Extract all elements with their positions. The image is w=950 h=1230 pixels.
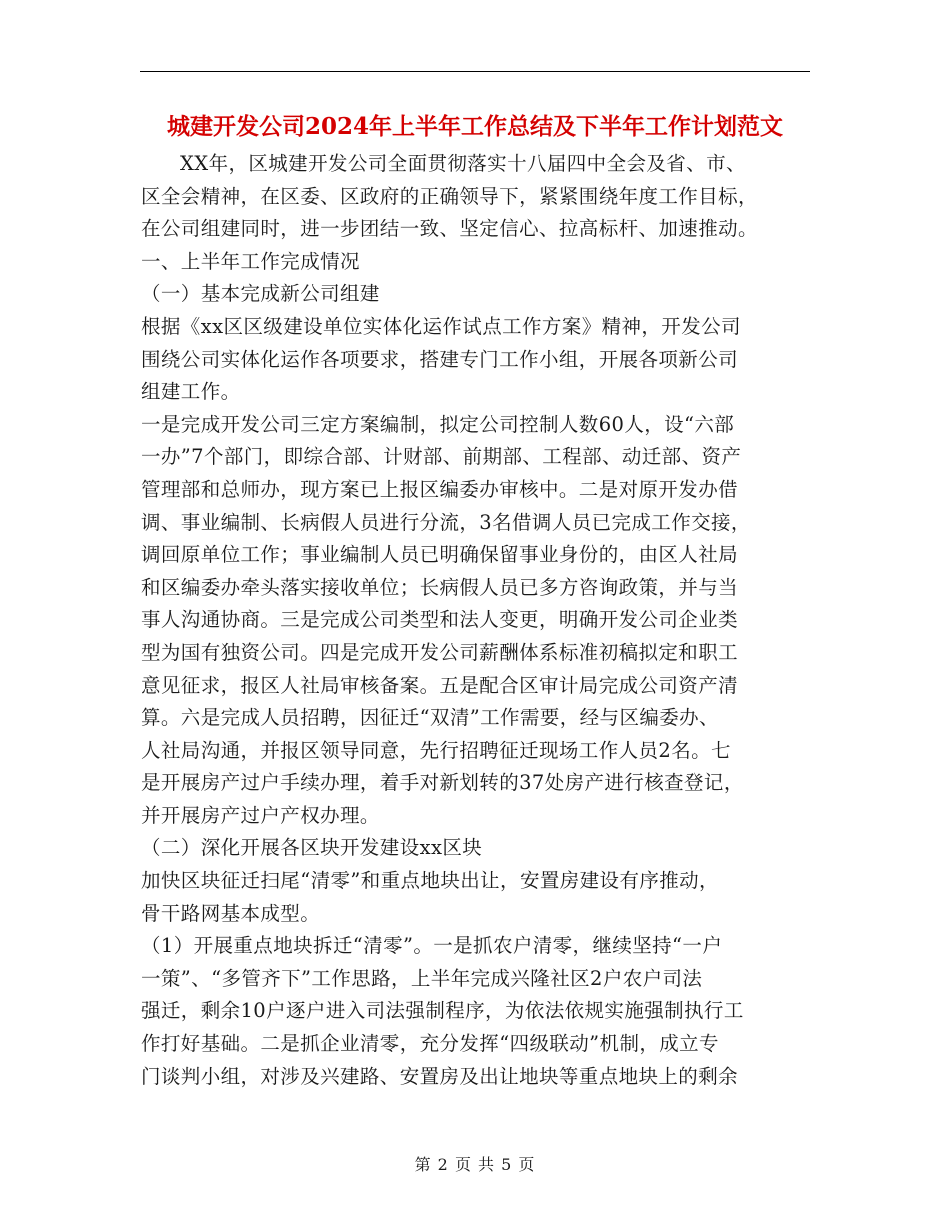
subsection-heading: （一）基本完成新公司组建	[141, 282, 380, 306]
header-rule	[140, 71, 810, 72]
paragraph-line: （1）开展重点地块拆迁“清零”。一是抓农户清零，继续坚持“一户	[141, 934, 723, 958]
paragraph-line: 门谈判小组，对涉及兴建路、安置房及出让地块等重点地块上的剩余	[141, 1064, 739, 1088]
paragraph-line: 围绕公司实体化运作各项要求，搭建专门工作小组，开展各项新公司	[141, 347, 739, 371]
paragraph-line: 加快区块征迁扫尾“清零”和重点地块出让，安置房建设有序推动，	[141, 869, 719, 893]
section-heading: 一、上半年工作完成情况	[141, 249, 360, 273]
paragraph-line: 强迁，剩余10户逐户进入司法强制程序，为依法依规实施强制执行工	[141, 999, 744, 1023]
paragraph-line: 组建工作。	[141, 380, 241, 404]
paragraph-line: 作打好基础。二是抓企业清零，充分发挥“四级联动”机制，成立专	[141, 1032, 719, 1056]
paragraph-line: 人社局沟通，并报区领导同意，先行招聘征迁现场工作人员2名。七	[141, 738, 731, 762]
paragraph-line: 并开展房产过户产权办理。	[141, 803, 380, 827]
paragraph-line: 一办”7个部门，即综合部、计财部、前期部、工程部、动迁部、资产	[141, 445, 742, 469]
paragraph-line: 一是完成开发公司三定方案编制，拟定公司控制人数60人，设“六部	[141, 412, 735, 436]
paragraph-line: 根据《xx区区级建设单位实体化运作试点工作方案》精神，开发公司	[141, 314, 741, 338]
paragraph-line: 一策”、“多管齐下”工作思路，上半年完成兴隆社区2户农户司法	[141, 966, 703, 990]
paragraph-line: 骨干路网基本成型。	[141, 901, 321, 925]
document-body	[141, 148, 811, 1093]
page-number-footer: 第 2 页 共 5 页	[414, 1155, 536, 1174]
paragraph-line: 型为国有独资公司。四是完成开发公司薪酬体系标准初稿拟定和职工	[141, 640, 739, 664]
paragraph-line: 调、事业编制、长病假人员进行分流，3名借调人员已完成工作交接，	[141, 510, 751, 534]
paragraph-line: 在公司组建同时，进一步团结一致、坚定信心、拉高标杆、加速推动。	[141, 217, 758, 241]
paragraph-line: 管理部和总师办，现方案已上报区编委办审核中。二是对原开发办借	[141, 477, 739, 501]
paragraph-line: 是开展房产过户手续办理，着手对新划转的37处房产进行核查登记，	[141, 771, 744, 795]
paragraph-line: 算。六是完成人员招聘，因征迁“双清”工作需要，经与区编委办、	[141, 706, 719, 730]
paragraph-line: 意见征求，报区人社局审核备案。五是配合区审计局完成公司资产清	[141, 673, 739, 697]
paragraph-line: 和区编委办牵头落实接收单位；长病假人员已多方咨询政策，并与当	[141, 575, 739, 599]
paragraph-line: 事人沟通协商。三是完成公司类型和法人变更，明确开发公司企业类	[141, 608, 739, 632]
paragraph-line: XX年，区城建开发公司全面贯彻落实十八届四中全会及省、市、	[180, 152, 746, 175]
document-title: 城建开发公司2024年上半年工作总结及下半年工作计划范文	[166, 113, 783, 140]
paragraph-line: 调回原单位工作；事业编制人员已明确保留事业身份的，由区人社局	[141, 543, 739, 567]
subsection-heading: （二）深化开展各区块开发建设xx区块	[141, 836, 483, 860]
paragraph-line: 区全会精神，在区委、区政府的正确领导下，紧紧围绕年度工作目标，	[141, 184, 758, 208]
